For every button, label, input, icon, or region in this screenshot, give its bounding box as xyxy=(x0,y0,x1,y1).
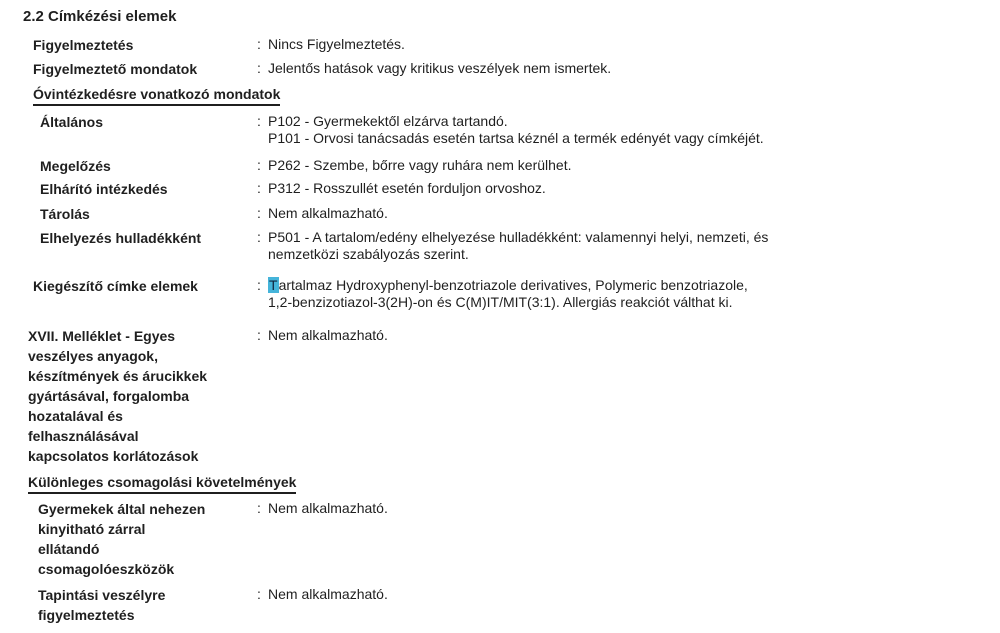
precaution-heading: Óvintézkedésre vonatkozó mondatok xyxy=(33,84,1000,106)
row-label-line: hozatalával és xyxy=(28,408,123,424)
row-label-line: kinyitható zárral xyxy=(38,521,146,537)
colon: : xyxy=(257,60,261,76)
section-title: 2.2 Címkézési elemek xyxy=(23,8,177,25)
row-label-line: ellátandó xyxy=(38,541,100,557)
packaging-heading: Különleges csomagolási követelmények xyxy=(28,472,1000,494)
row-label: Kiegészítő címke elemek xyxy=(33,278,198,294)
row-tactile-warning xyxy=(38,585,1000,625)
row-value: Nem alkalmazható. xyxy=(268,205,388,221)
row-value: Nem alkalmazható. xyxy=(268,327,388,343)
row-value: Nincs Figyelmeztetés. xyxy=(268,36,405,52)
row-hazard-statements xyxy=(33,59,1000,79)
row-value: P312 - Rosszullét esetén forduljon orvoshoz. xyxy=(268,180,546,196)
row-response xyxy=(40,179,1000,199)
row-label: Elhárító intézkedés xyxy=(40,181,168,197)
row-label-line: XVII. Melléklet - Egyes xyxy=(28,328,176,344)
row-label-line: felhasználásával xyxy=(28,428,139,444)
row-label: Tárolás xyxy=(40,206,90,222)
selection-highlight: T xyxy=(269,277,278,293)
colon: : xyxy=(257,113,261,129)
row-value-line: P501 - A tartalom/edény elhelyezése hulladékként: valamennyi helyi, nemzeti, és xyxy=(268,229,769,245)
row-label-line: Gyermekek által nehezen xyxy=(38,501,206,517)
row-label: Általános xyxy=(40,114,104,130)
colon: : xyxy=(257,180,261,196)
row-value: Nem alkalmazható. xyxy=(268,586,388,602)
row-value-line: Tartalmaz Hydroxyphenyl-benzotriazole derivatives, Polymeric benzotriazole, xyxy=(269,277,748,293)
row-supplemental-label-elements xyxy=(33,276,1000,311)
row-annex-xvii xyxy=(28,326,1000,466)
colon: : xyxy=(257,500,261,516)
row-child-resistant xyxy=(38,499,1000,579)
row-value-line: P101 - Orvosi tanácsadás esetén tartsa kéznél a termék edényét vagy címkéjét. xyxy=(268,130,764,146)
colon: : xyxy=(257,157,261,173)
row-general xyxy=(40,112,1000,147)
row-value: Nem alkalmazható. xyxy=(268,500,388,516)
row-value-line: nemzetközi szabályozás szerint. xyxy=(268,246,469,262)
row-label: Megelőzés xyxy=(40,158,111,174)
row-label-line: készítmények és árucikkek xyxy=(28,368,208,384)
colon: : xyxy=(257,36,261,52)
row-disposal xyxy=(40,228,1000,263)
row-value-line: P102 - Gyermekektől elzárva tartandó. xyxy=(268,113,508,129)
row-label-line: gyártásával, forgalomba xyxy=(28,388,190,404)
row-label-line: veszélyes anyagok, xyxy=(28,348,158,364)
colon: : xyxy=(257,229,261,245)
row-label: Elhelyezés hulladékként xyxy=(40,230,202,246)
row-value: P262 - Szembe, bőrre vagy ruhára nem kerülhet. xyxy=(268,157,572,173)
row-label-line: kapcsolatos korlátozások xyxy=(28,448,199,464)
row-value: Jelentős hatások vagy kritikus veszélyek nem ismertek. xyxy=(268,60,612,76)
row-label: Figyelmeztetés xyxy=(33,37,134,53)
row-label: Figyelmeztető mondatok xyxy=(33,61,198,77)
colon: : xyxy=(257,205,261,221)
colon: : xyxy=(257,586,261,602)
row-label-line: Tapintási veszélyre xyxy=(38,587,166,603)
colon: : xyxy=(257,277,261,293)
row-value-line: 1,2-benzizotiazol-3(2H)-on és C(M)IT/MIT(3:1). Allergiás reakciót válthat ki. xyxy=(268,294,733,310)
row-label-line: csomagolóeszközök xyxy=(38,561,175,577)
row-prevention xyxy=(40,156,1000,176)
row-label-line: figyelmeztetés xyxy=(38,607,135,623)
row-warning xyxy=(33,35,1000,55)
colon: : xyxy=(257,327,261,343)
row-storage xyxy=(40,204,1000,224)
